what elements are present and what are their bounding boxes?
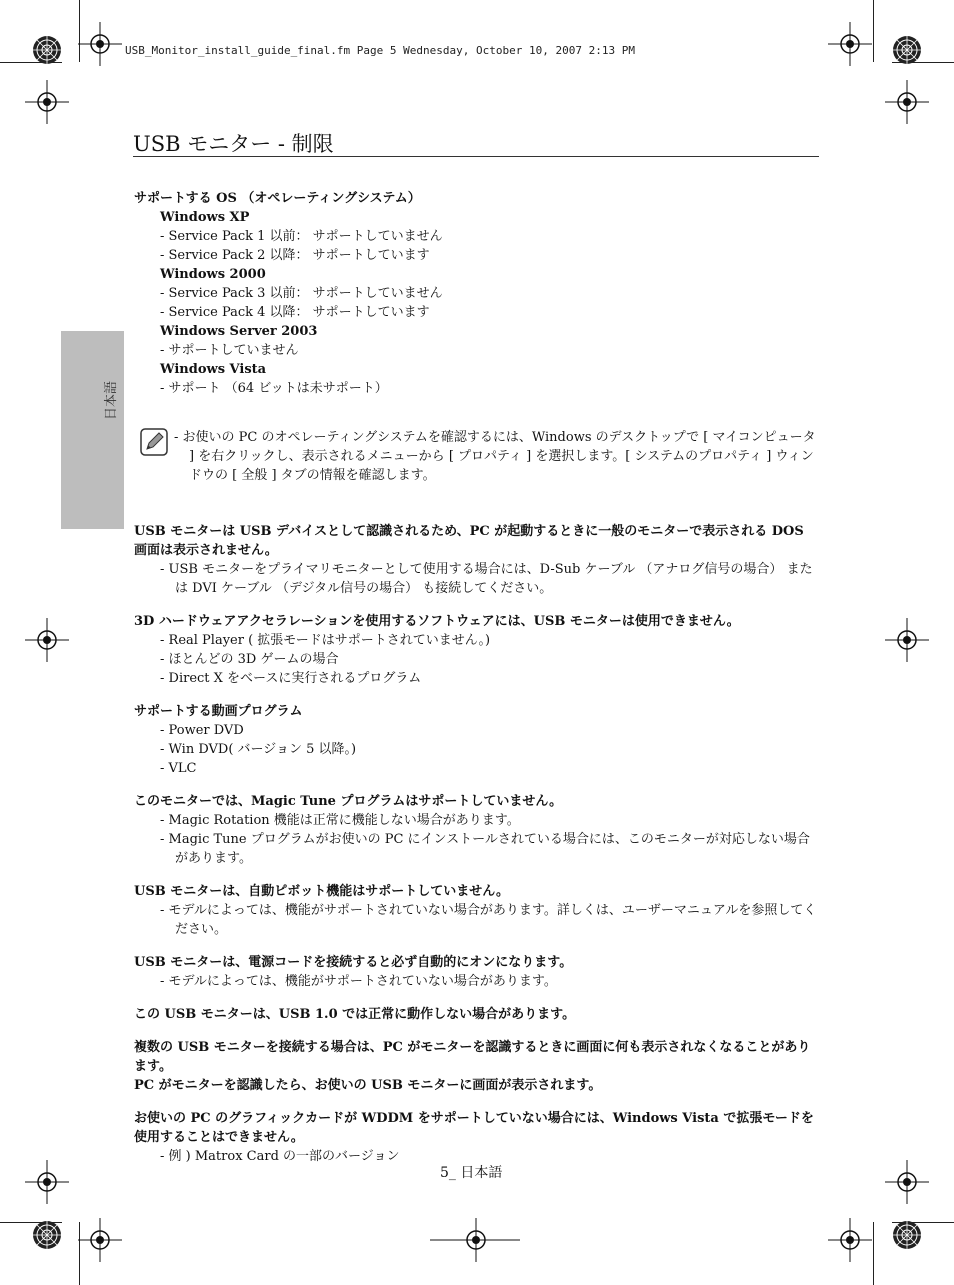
list-item: - USB モニターをプライマリモニターとして使用する場合には、D-Sub ケーブル （アナログ信号の場合） または DVI ケーブル （デジタル信号の場合） も接続してください。 [160,562,813,596]
os-windows-xp: Windows XP [160,210,250,225]
os-heading: サポートする OS （オペレーティングシステム） [134,191,421,206]
list-item: - Service Pack 4 以降： サポートしています [160,305,430,320]
multi-followup: PC がモニターを認識したら、お使いの USB モニターに画面が表示されます。 [134,1078,602,1093]
usb1-heading: この USB モニターは、USB 1.0 では正常に動作しない場合があります。 [134,1007,576,1022]
main-content [134,189,820,1166]
list-item: - Magic Tune プログラムがお使いの PC にインストールされている場合には、このモニターが対応しない場合があります。 [160,832,810,866]
note-box [134,428,820,492]
list-item: - ほとんどの 3D ゲームの場合 [160,652,339,667]
list-item: - Power DVD [160,723,244,738]
list-item: - モデルによっては、機能がサポートされていない場合があります。 [160,974,557,989]
language-side-tab [61,331,124,529]
list-item: - Service Pack 3 以前： サポートしていません [160,286,443,301]
os-windows-server: Windows Server 2003 [160,324,318,339]
list-item: - 例 ) Matrox Card の一部のバージョン [160,1149,400,1164]
list-item: - Win DVD( バージョン 5 以降。) [160,742,357,757]
list-item: - サポートしていません [160,343,299,358]
note-text: - お使いの PC のオペレーティングシステムを確認するには、Windows のデスクトップで [ マイコンピュータ ] を右クリックし、表示されるメニューから [ プロパティ ] を選択します。[ システムのプロパティ ] ウィンドウの [ 全般 ] タブの情報を確認します。 [174,430,816,483]
print-slug: USB_Monitor_install_guide_final.fm Page 5 Wednesday, October 10, 2007 2:13 PM [125,44,635,57]
language-side-label: 日本語 [104,380,119,420]
list-item: - Direct X をベースに実行されるプログラム [160,671,422,686]
pivot-heading: USB モニターは、自動ピボット機能はサポートしていません。 [134,884,510,899]
multi-heading: 複数の USB モニターを接続する場合は、PC がモニターを認識するときに画面に何も表示されなくなることがあります。 [134,1040,811,1074]
os-windows-2000: Windows 2000 [160,267,266,282]
list-item: - モデルによっては、機能がサポートされていない場合があります。詳しくは、ユーザーマニュアルを参照してください。 [160,903,817,937]
title-rule [133,156,819,157]
wddm-heading: お使いの PC のグラフィックカードが WDDM をサポートしていない場合には、Windows Vista で拡張モードを使用することはできません。 [134,1111,814,1145]
dos-heading: USB モニターは USB デバイスとして認識されるため、PC が起動するときに一般のモニターで表示される DOS 画面は表示されません。 [134,524,804,558]
note-pencil-icon [140,428,168,456]
list-item: - Real Player ( 拡張モードはサポートされていません。) [160,633,491,648]
power-heading: USB モニターは、電源コードを接続すると必ず自動的にオンになります。 [134,955,573,970]
os-windows-vista: Windows Vista [160,362,267,377]
page-footer: 5_ 日本語 [440,1165,503,1181]
page-title: USB モニター - 制限 [133,132,334,156]
list-item: - サポート （64 ビットは未サポート） [160,381,388,396]
video-heading: サポートする動画プログラム [134,704,303,719]
list-item: - VLC [160,761,197,776]
list-item: - Service Pack 2 以降： サポートしています [160,248,430,263]
accel-heading: 3D ハードウェアアクセラレーションを使用するソフトウェアには、USB モニターは使用できません。 [134,614,740,629]
list-item: - Service Pack 1 以前： サポートしていません [160,229,443,244]
list-item: - Magic Rotation 機能は正常に機能しない場合があります。 [160,813,520,828]
magictune-heading: このモニターでは、Magic Tune プログラムはサポートしていません。 [134,794,563,809]
